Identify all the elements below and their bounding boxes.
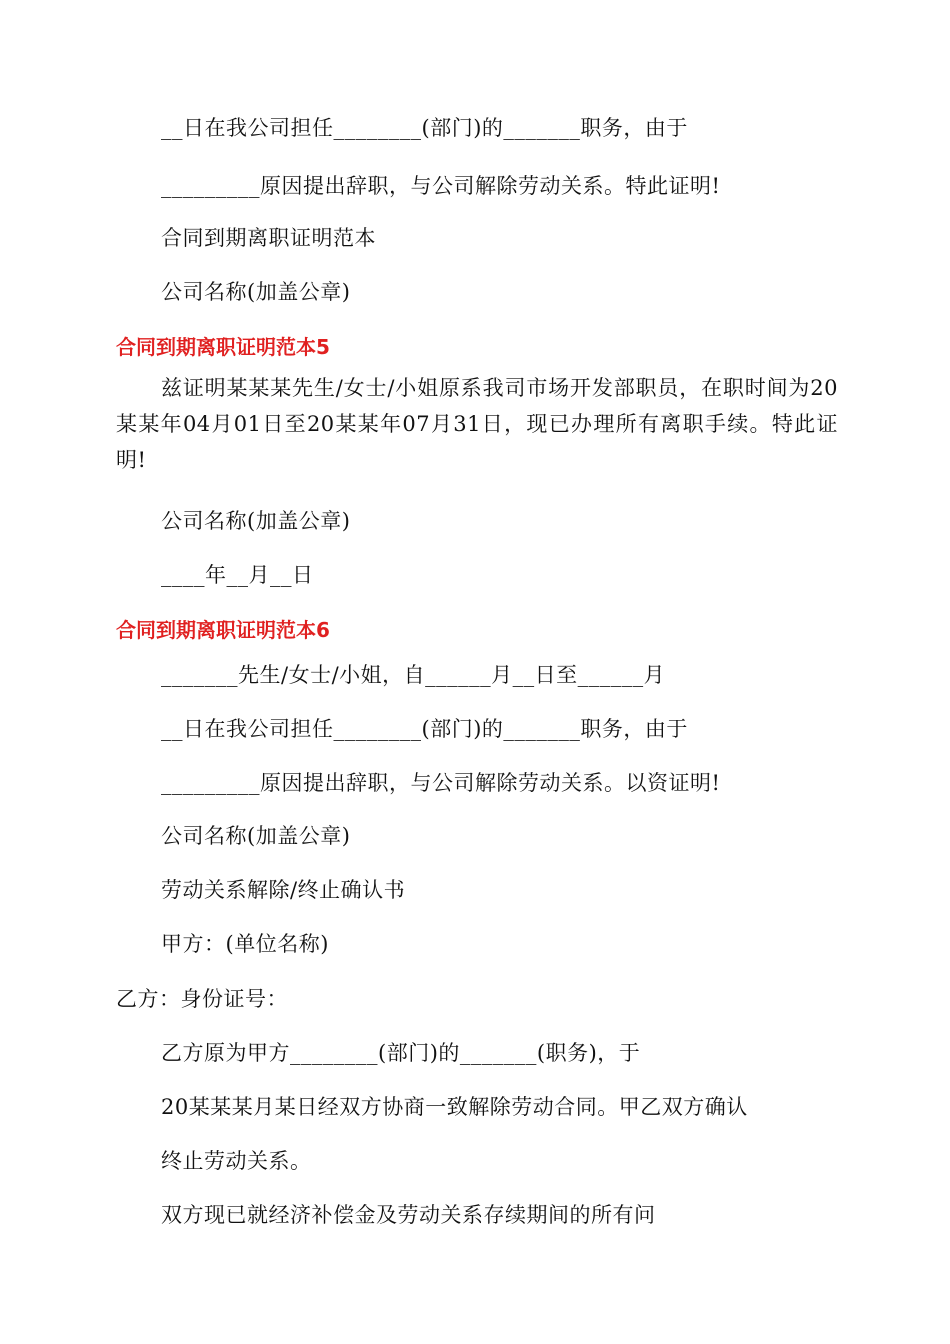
text-line: _________原因提出辞职，与公司解除劳动关系。特此证明! (161, 174, 721, 198)
text-line: __日在我公司担任________(部门)的_______职务，由于 (161, 717, 688, 741)
section-heading: 合同到期离职证明范本5 (116, 335, 330, 359)
text-line: 终止劳动关系。 (161, 1149, 312, 1173)
text-line: _______先生/女士/小姐，自______月__日至______月 (161, 663, 666, 687)
text-line: 公司名称(加盖公章) (161, 280, 351, 304)
text-line: 乙方：身份证号： (116, 987, 288, 1011)
paragraph: 兹证明某某某先生/女士/小姐原系我司市场开发部职员，在职时间为20某某年04月01日至20某某年07月31日，现已办理所有离职手续。特此证明! (116, 376, 838, 472)
text-line: 合同到期离职证明范本 (161, 226, 376, 250)
text-line: _________原因提出辞职，与公司解除劳动关系。以资证明! (161, 771, 721, 795)
text-line: 20某某某月某日经双方协商一致解除劳动合同。甲乙双方确认 (161, 1095, 748, 1119)
company-seal-line: 公司名称(加盖公章) (161, 824, 351, 848)
text-line: 双方现已就经济补偿金及劳动关系存续期间的所有问 (161, 1203, 656, 1227)
text-line: __日在我公司担任________(部门)的_______职务，由于 (161, 116, 688, 140)
text-line: 劳动关系解除/终止确认书 (161, 878, 406, 902)
date-line: ____年__月__日 (161, 563, 314, 587)
text-line: 乙方原为甲方________(部门)的_______(职务)，于 (161, 1041, 641, 1065)
text-line: 甲方：(单位名称) (161, 932, 329, 956)
section-heading: 合同到期离职证明范本6 (116, 618, 330, 642)
company-seal-line: 公司名称(加盖公章) (161, 509, 351, 533)
